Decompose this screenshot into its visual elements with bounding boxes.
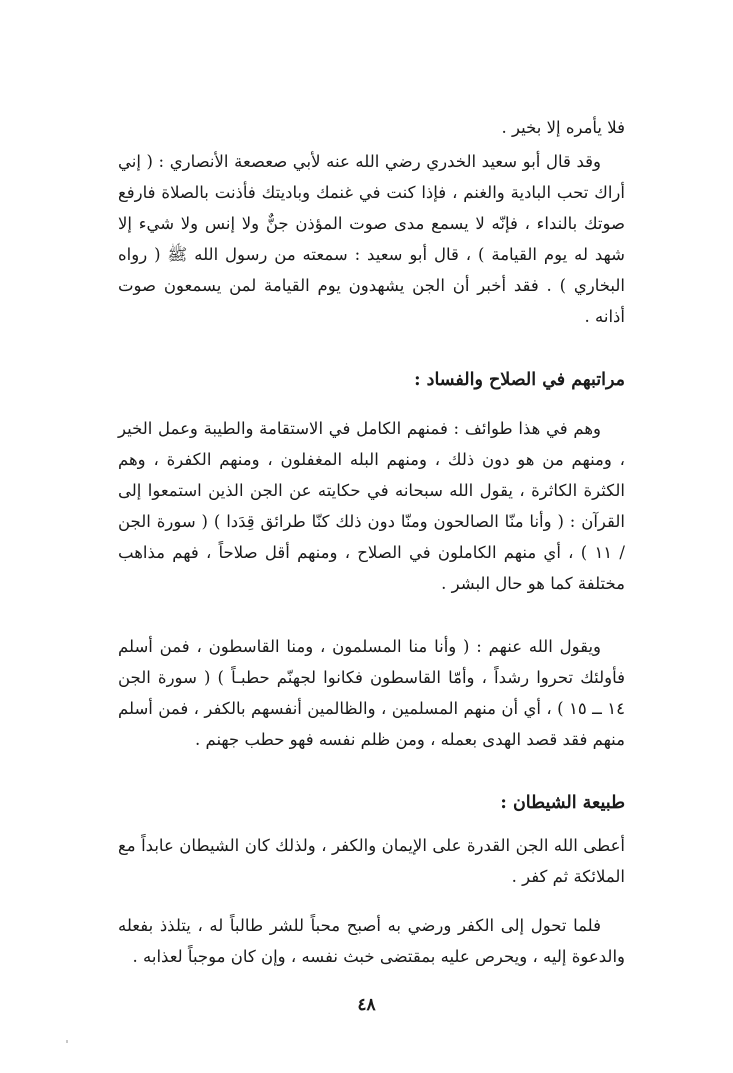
muslims-paragraph: ويقول الله عنهم : ( وأنا منا المسلمون ، ومنا القاسطون ، فمن أسلم فأولئك تحروا رشداً ، وأمّا القاسطون فكانوا لجهنّم حطبـاً ) ( سورة الجن ١٤ ــ ١٥ ) ، أي أن منهم المسلمين ، والظالمين أنفسهم بالكفر ، فمن أسلم منهم فقد قصد الهدى بعمله ، ومن ظلم نفسه فهو حطب جهنم . [118, 637, 625, 749]
ranks-paragraph: وهم في هذا طوائف : فمنهم الكامل في الاستقامة والطيبة وعمل الخير ، ومنهم من هو دون ذلك ، ومنهم البله المغفلون ، ومنهم الكفرة ، وهم الكثرة الكاثرة ، يقول الله سبحانه في حكايته عن الجن الذين استمعوا إلى القرآن : ( وأنا منّا الصالحون ومنّا دون ذلك كنّا طرائق قِدَدا ) ( سورة الجن / ١١ ) ، أي منهم الكاملون في الصلاح ، ومنهم أقل صلاحاً ، فهم مذاهب مختلفة كما هو حال البشر . [118, 419, 625, 593]
satan-paragraph-1: أعطى الله الجن القدرة على الإيمان والكفر ، ولذلك كان الشيطان عابداً مع الملائكة ثم كفر . [118, 836, 625, 886]
ranks-heading: مراتبهم في الصلاح والفساد : [414, 370, 625, 390]
hadith-paragraph: وقد قال أبو سعيد الخدري رضي الله عنه لأبي صعصعة الأنصاري : ( إني أراك تحب البادية والغنم ، فإذا كنت في غنمك وباديتك فأذنت بالصلاة فارفع صوتك بالنداء ، فإنّه لا يسمع مدى صوت المؤذن جنٌّ ولا إنس ولا شيء إلا شهد له يوم القيامة ) ، قال أبو سعيد : سمعته من رسول الله ﷺ ( رواه البخاري ) . فقد أخبر أن الجن يشهدون يوم القيامة لمن يسمعون صوت أذانه . [118, 152, 625, 326]
page-number: ٤٨ [357, 995, 376, 1015]
scan-speck [66, 1040, 68, 1043]
intro-line: فلا يأمره إلا بخير . [501, 118, 625, 137]
satan-heading: طبيعة الشيطان : [500, 793, 625, 813]
satan-paragraph-2: فلما تحول إلى الكفر ورضي به أصبح محباً للشر طالباً له ، يتلذذ بفعله والدعوة إليه ، ويحرص عليه بمقتضى خبث نفسه ، وإن كان موجباً لعذابه . [118, 916, 625, 966]
